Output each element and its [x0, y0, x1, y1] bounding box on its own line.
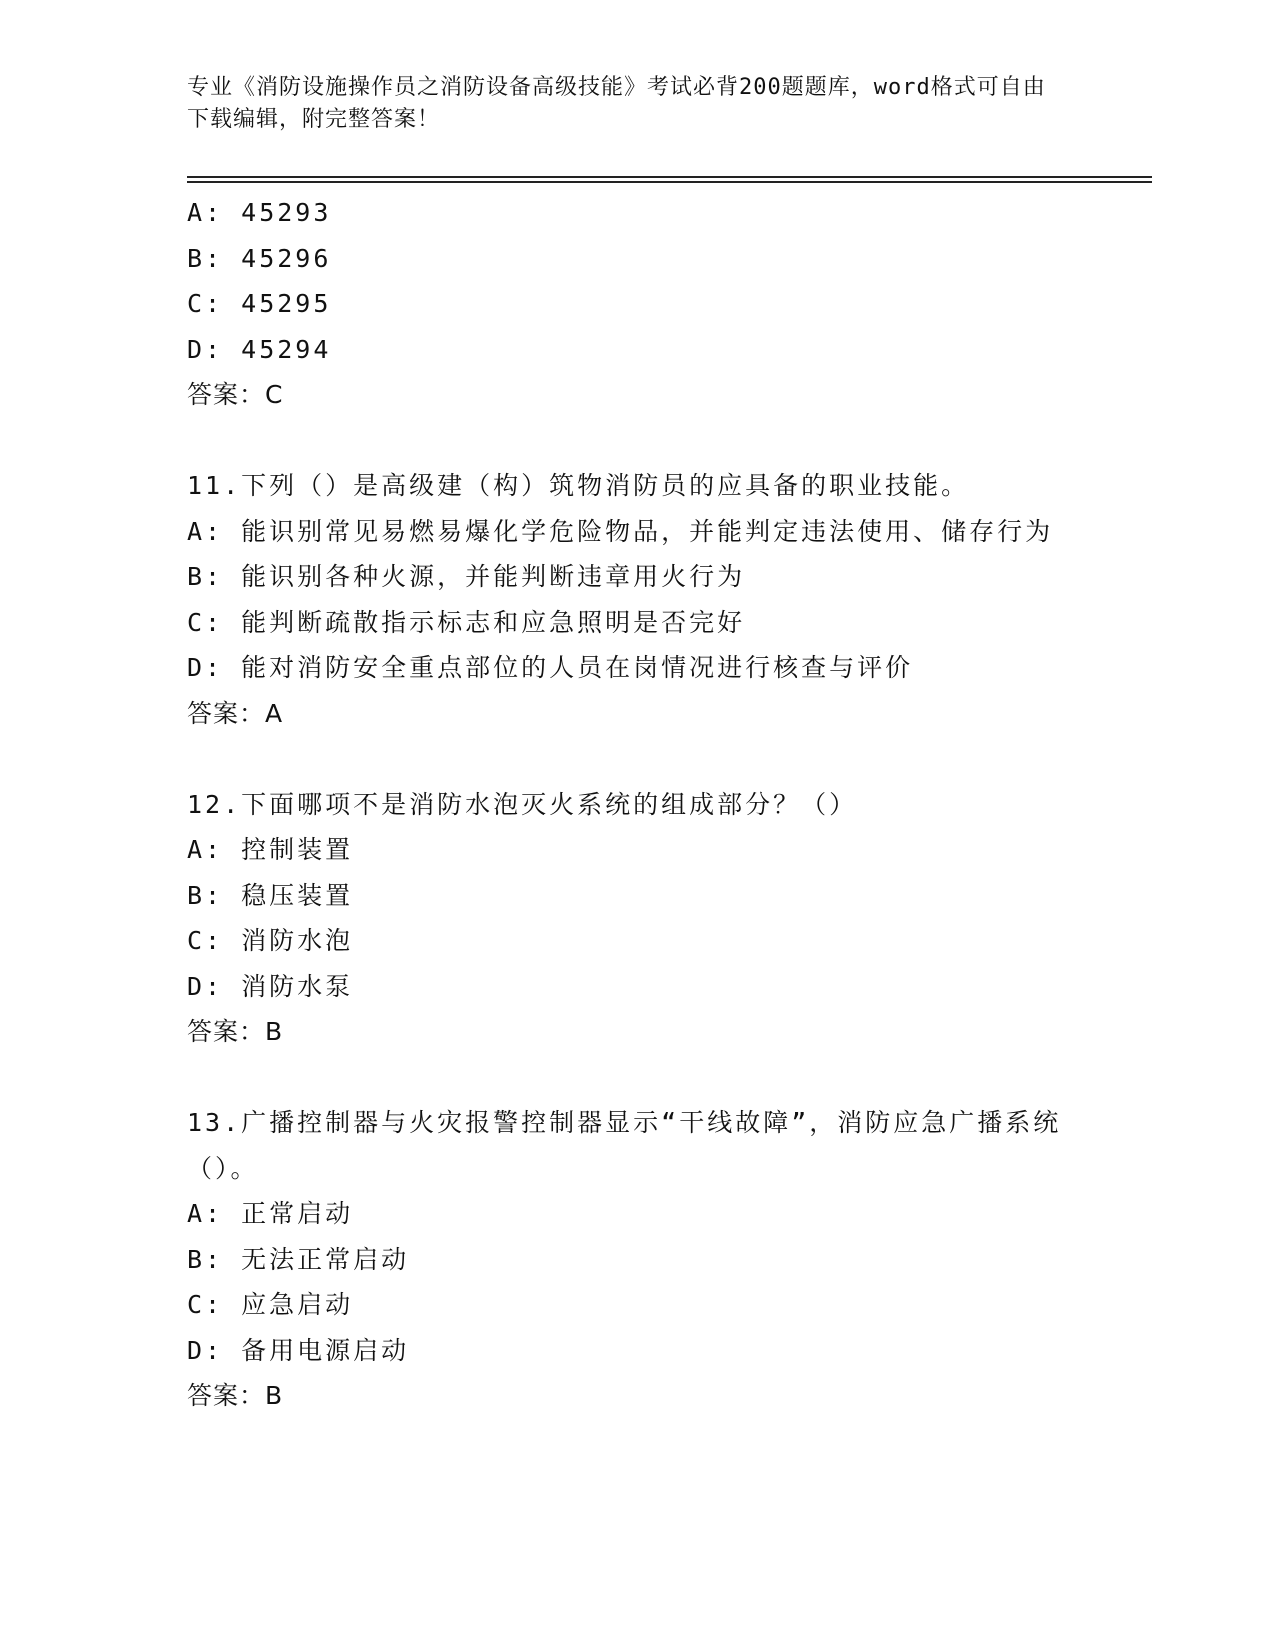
header-divider-top — [187, 176, 1152, 178]
header-divider-bottom — [187, 181, 1152, 183]
answer: 答案：C — [187, 380, 284, 409]
option-c: C: 消防水泡 — [187, 926, 354, 955]
answer: 答案：B — [187, 1381, 284, 1410]
option-d: D: 45294 — [187, 334, 332, 364]
question-11 — [187, 463, 1087, 736]
option-b: B: 能识别各种火源，并能判断违章用火行为 — [187, 562, 746, 591]
spacer — [187, 1055, 1087, 1101]
option-b: B: 45296 — [187, 243, 332, 273]
option-b: B: 无法正常启动 — [187, 1244, 410, 1274]
option-d: D: 消防水泵 — [187, 971, 354, 1001]
option-a: A: 能识别常见易燃易爆化学危险物品，并能判定违法使用、储存行为 — [187, 516, 1054, 546]
option-d: D: 备用电源启动 — [187, 1335, 410, 1365]
spacer — [187, 736, 1087, 782]
option-a: A: 45293 — [187, 198, 332, 227]
answer: 答案：A — [187, 698, 284, 728]
option-a: A: 控制装置 — [187, 835, 354, 864]
question-stem: 12.下面哪项不是消防水泡灭火系统的组成部分？（） — [187, 789, 858, 819]
option-b: B: 稳压装置 — [187, 880, 354, 910]
option-c: C: 45295 — [187, 289, 332, 318]
question-10 — [187, 190, 1087, 418]
option-d: D: 能对消防安全重点部位的人员在岗情况进行核查与评价 — [187, 653, 914, 682]
spacer — [187, 418, 1087, 464]
question-list — [187, 190, 1087, 1419]
document-header: 专业《消防设施操作员之消防设备高级技能》考试必背200题题库，word格式可自由下载编辑，附完整答案！ — [187, 75, 1046, 132]
option-c: C: 应急启动 — [187, 1290, 354, 1319]
option-a: A: 正常启动 — [187, 1199, 354, 1228]
question-stem: 11.下列（）是高级建（构）筑物消防员的应具备的职业技能。 — [187, 471, 970, 500]
question-stem: 13.广播控制器与火灾报警控制器显示“干线故障”，消防应急广播系统（）。 — [187, 1108, 1062, 1183]
question-13 — [187, 1100, 1087, 1419]
answer: 答案：B — [187, 1017, 284, 1046]
question-12 — [187, 782, 1087, 1055]
option-c: C: 能判断疏散指示标志和应急照明是否完好 — [187, 607, 746, 637]
